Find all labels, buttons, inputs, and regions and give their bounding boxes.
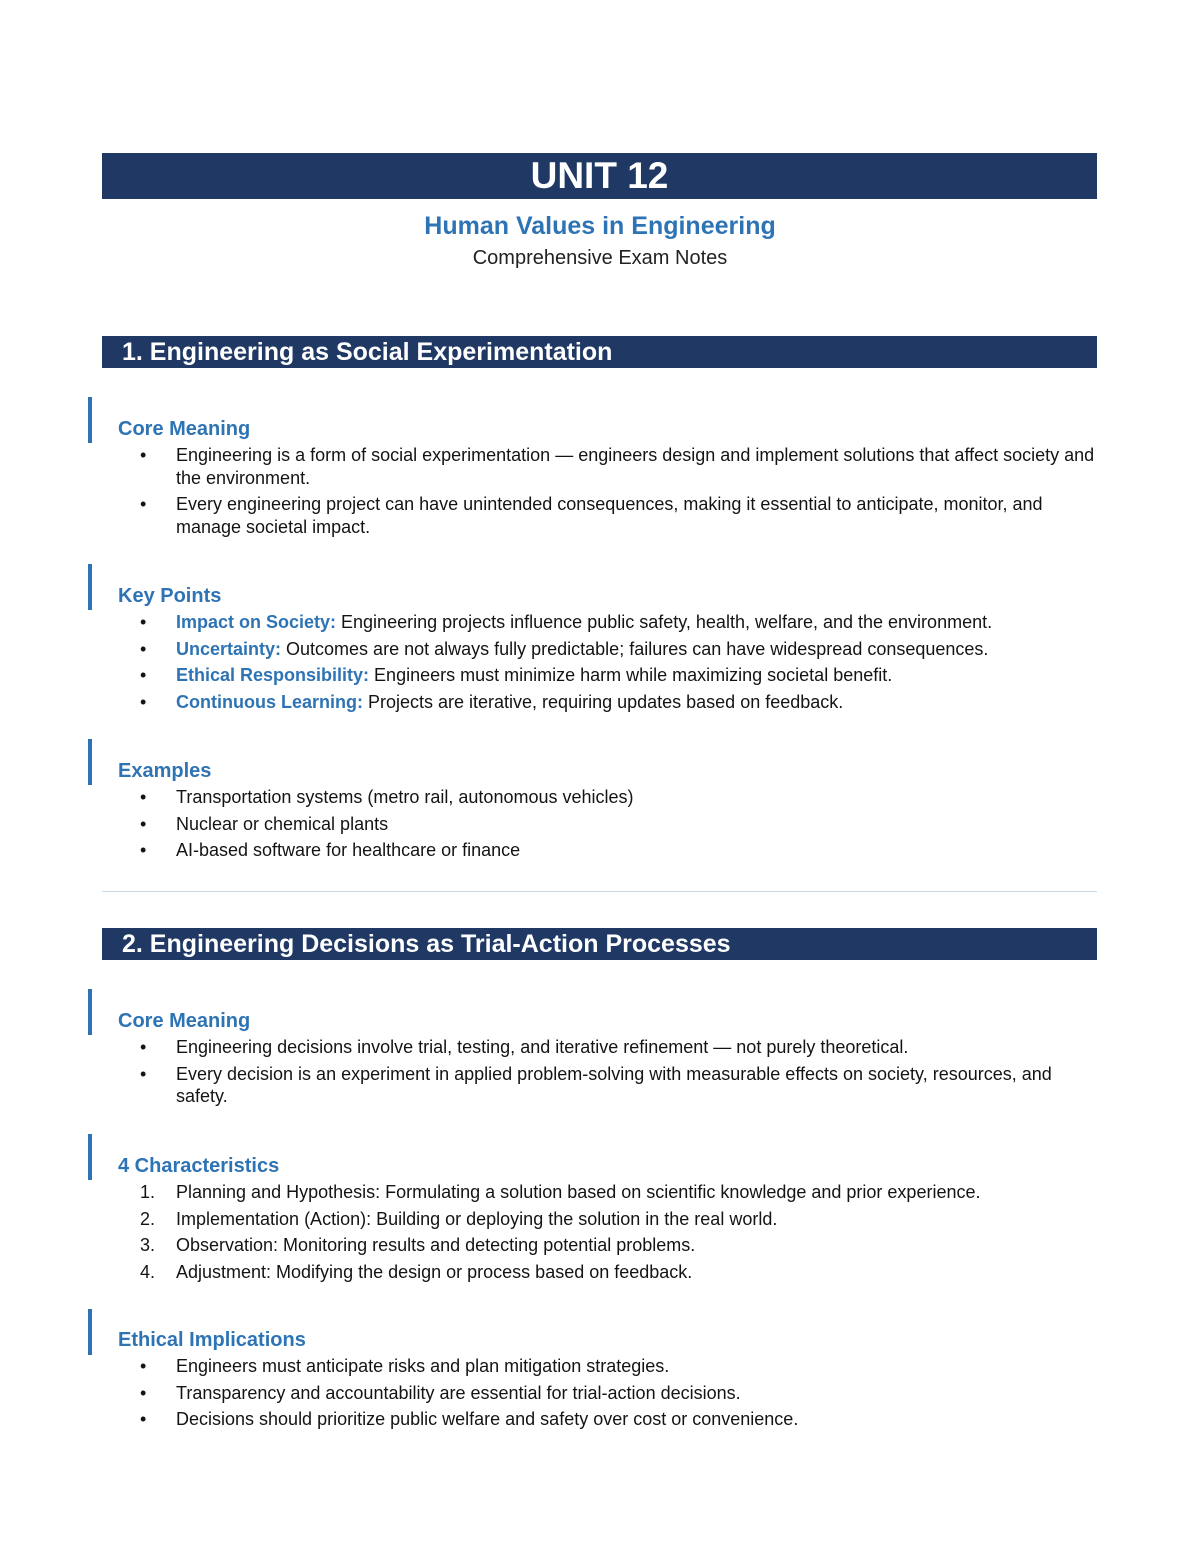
document-subtitle: Human Values in Engineering	[424, 212, 776, 240]
section-2-ethical-implications-heading: Ethical Implications	[118, 1329, 306, 1351]
list-item: • Engineering is a form of social experimentation — engineers design and implement solutions that affect society and the environment.	[140, 445, 1095, 488]
list-item: • AI-based software for healthcare or finance	[140, 840, 521, 860]
section-1-heading: 1. Engineering as Social Experimentation	[102, 336, 1097, 368]
section-1-key-points-heading: Key Points	[118, 585, 222, 607]
accent-bar	[88, 397, 92, 443]
list-item: • Impact on Society: Engineering projects influence public safety, health, welfare, and the environment.	[140, 612, 993, 632]
list-item: 4. Adjustment: Modifying the design or process based on feedback.	[140, 1261, 693, 1282]
key-point-label: Continuous Learning:	[176, 691, 363, 712]
key-point-label: Impact on Society:	[176, 612, 337, 632]
accent-bar	[88, 1134, 92, 1180]
accent-bar	[88, 564, 92, 610]
section-2-ethical-implications-list	[0, 1355, 1100, 1435]
list-number: 2.	[140, 1208, 156, 1229]
list-item: • Ethical Responsibility: Engineers must minimize harm while maximizing societal benefit.	[140, 665, 893, 685]
accent-bar	[88, 1309, 92, 1355]
bullet-marker: •	[140, 494, 147, 514]
list-item: • Every decision is an experiment in applied problem-solving with measurable effects on society, resources, and safety.	[140, 1063, 1052, 1106]
list-item: • Uncertainty: Outcomes are not always fully predictable; failures can have widespread consequences.	[140, 638, 989, 659]
bullet-marker: •	[140, 1063, 147, 1084]
unit-title-banner: UNIT 12	[102, 153, 1097, 199]
list-item: • Transportation systems (metro rail, autonomous vehicles)	[140, 787, 634, 807]
accent-bar	[88, 739, 92, 785]
bullet-marker: •	[140, 1037, 147, 1057]
list-item: 1. Planning and Hypothesis: Formulating a solution based on scientific knowledge and prior experience.	[140, 1182, 981, 1202]
list-item: • Nuclear or chemical plants	[140, 813, 389, 834]
bullet-marker: •	[140, 1409, 147, 1429]
section-1-key-points-list	[0, 611, 1100, 717]
section-2-heading: 2. Engineering Decisions as Trial-Action Processes	[102, 928, 1097, 960]
bullet-marker: •	[140, 787, 147, 807]
bullet-marker: •	[140, 813, 147, 834]
bullet-marker: •	[140, 612, 147, 632]
list-number: 3.	[140, 1235, 156, 1255]
bullet-marker: •	[140, 1356, 147, 1376]
list-item: • Decisions should prioritize public welfare and safety over cost or convenience.	[140, 1409, 799, 1429]
section-1-core-meaning-list	[0, 444, 1100, 542]
list-item: • Transparency and accountability are essential for trial-action decisions.	[140, 1382, 741, 1403]
key-point-label: Uncertainty:	[176, 638, 282, 659]
accent-bar	[88, 989, 92, 1035]
bullet-marker: •	[140, 638, 147, 659]
list-item: 2. Implementation (Action): Building or deploying the solution in the real world.	[140, 1208, 778, 1229]
bullet-marker: •	[140, 691, 147, 712]
list-item: • Engineering decisions involve trial, testing, and iterative refinement — not purely theoretical.	[140, 1037, 909, 1057]
list-item: 3. Observation: Monitoring results and detecting potential problems.	[140, 1235, 696, 1255]
key-point-label: Ethical Responsibility:	[176, 665, 370, 685]
list-item: • Engineers must anticipate risks and plan mitigation strategies.	[140, 1356, 670, 1376]
bullet-marker: •	[140, 445, 147, 465]
list-number: 1.	[140, 1182, 156, 1202]
list-item: • Every engineering project can have unintended consequences, making it essential to anticipate, monitor, and manage societal impact.	[140, 494, 1043, 537]
document-subsubtitle: Comprehensive Exam Notes	[472, 247, 728, 269]
bullet-marker: •	[140, 665, 147, 685]
list-number: 4.	[140, 1261, 156, 1282]
section-2-characteristics-list	[0, 1181, 1100, 1287]
section-1-core-meaning-heading: Core Meaning	[118, 418, 251, 440]
bullet-marker: •	[140, 840, 147, 860]
section-1-examples-list	[0, 786, 1100, 866]
section-2-characteristics-heading: 4 Characteristics	[118, 1155, 280, 1177]
section-2-core-meaning-heading: Core Meaning	[118, 1010, 251, 1032]
section-divider	[102, 891, 1097, 892]
list-item: • Continuous Learning: Projects are iterative, requiring updates based on feedback.	[140, 691, 844, 712]
section-2-core-meaning-list	[0, 1036, 1100, 1112]
section-1-examples-heading: Examples	[118, 760, 212, 782]
bullet-marker: •	[140, 1382, 147, 1403]
